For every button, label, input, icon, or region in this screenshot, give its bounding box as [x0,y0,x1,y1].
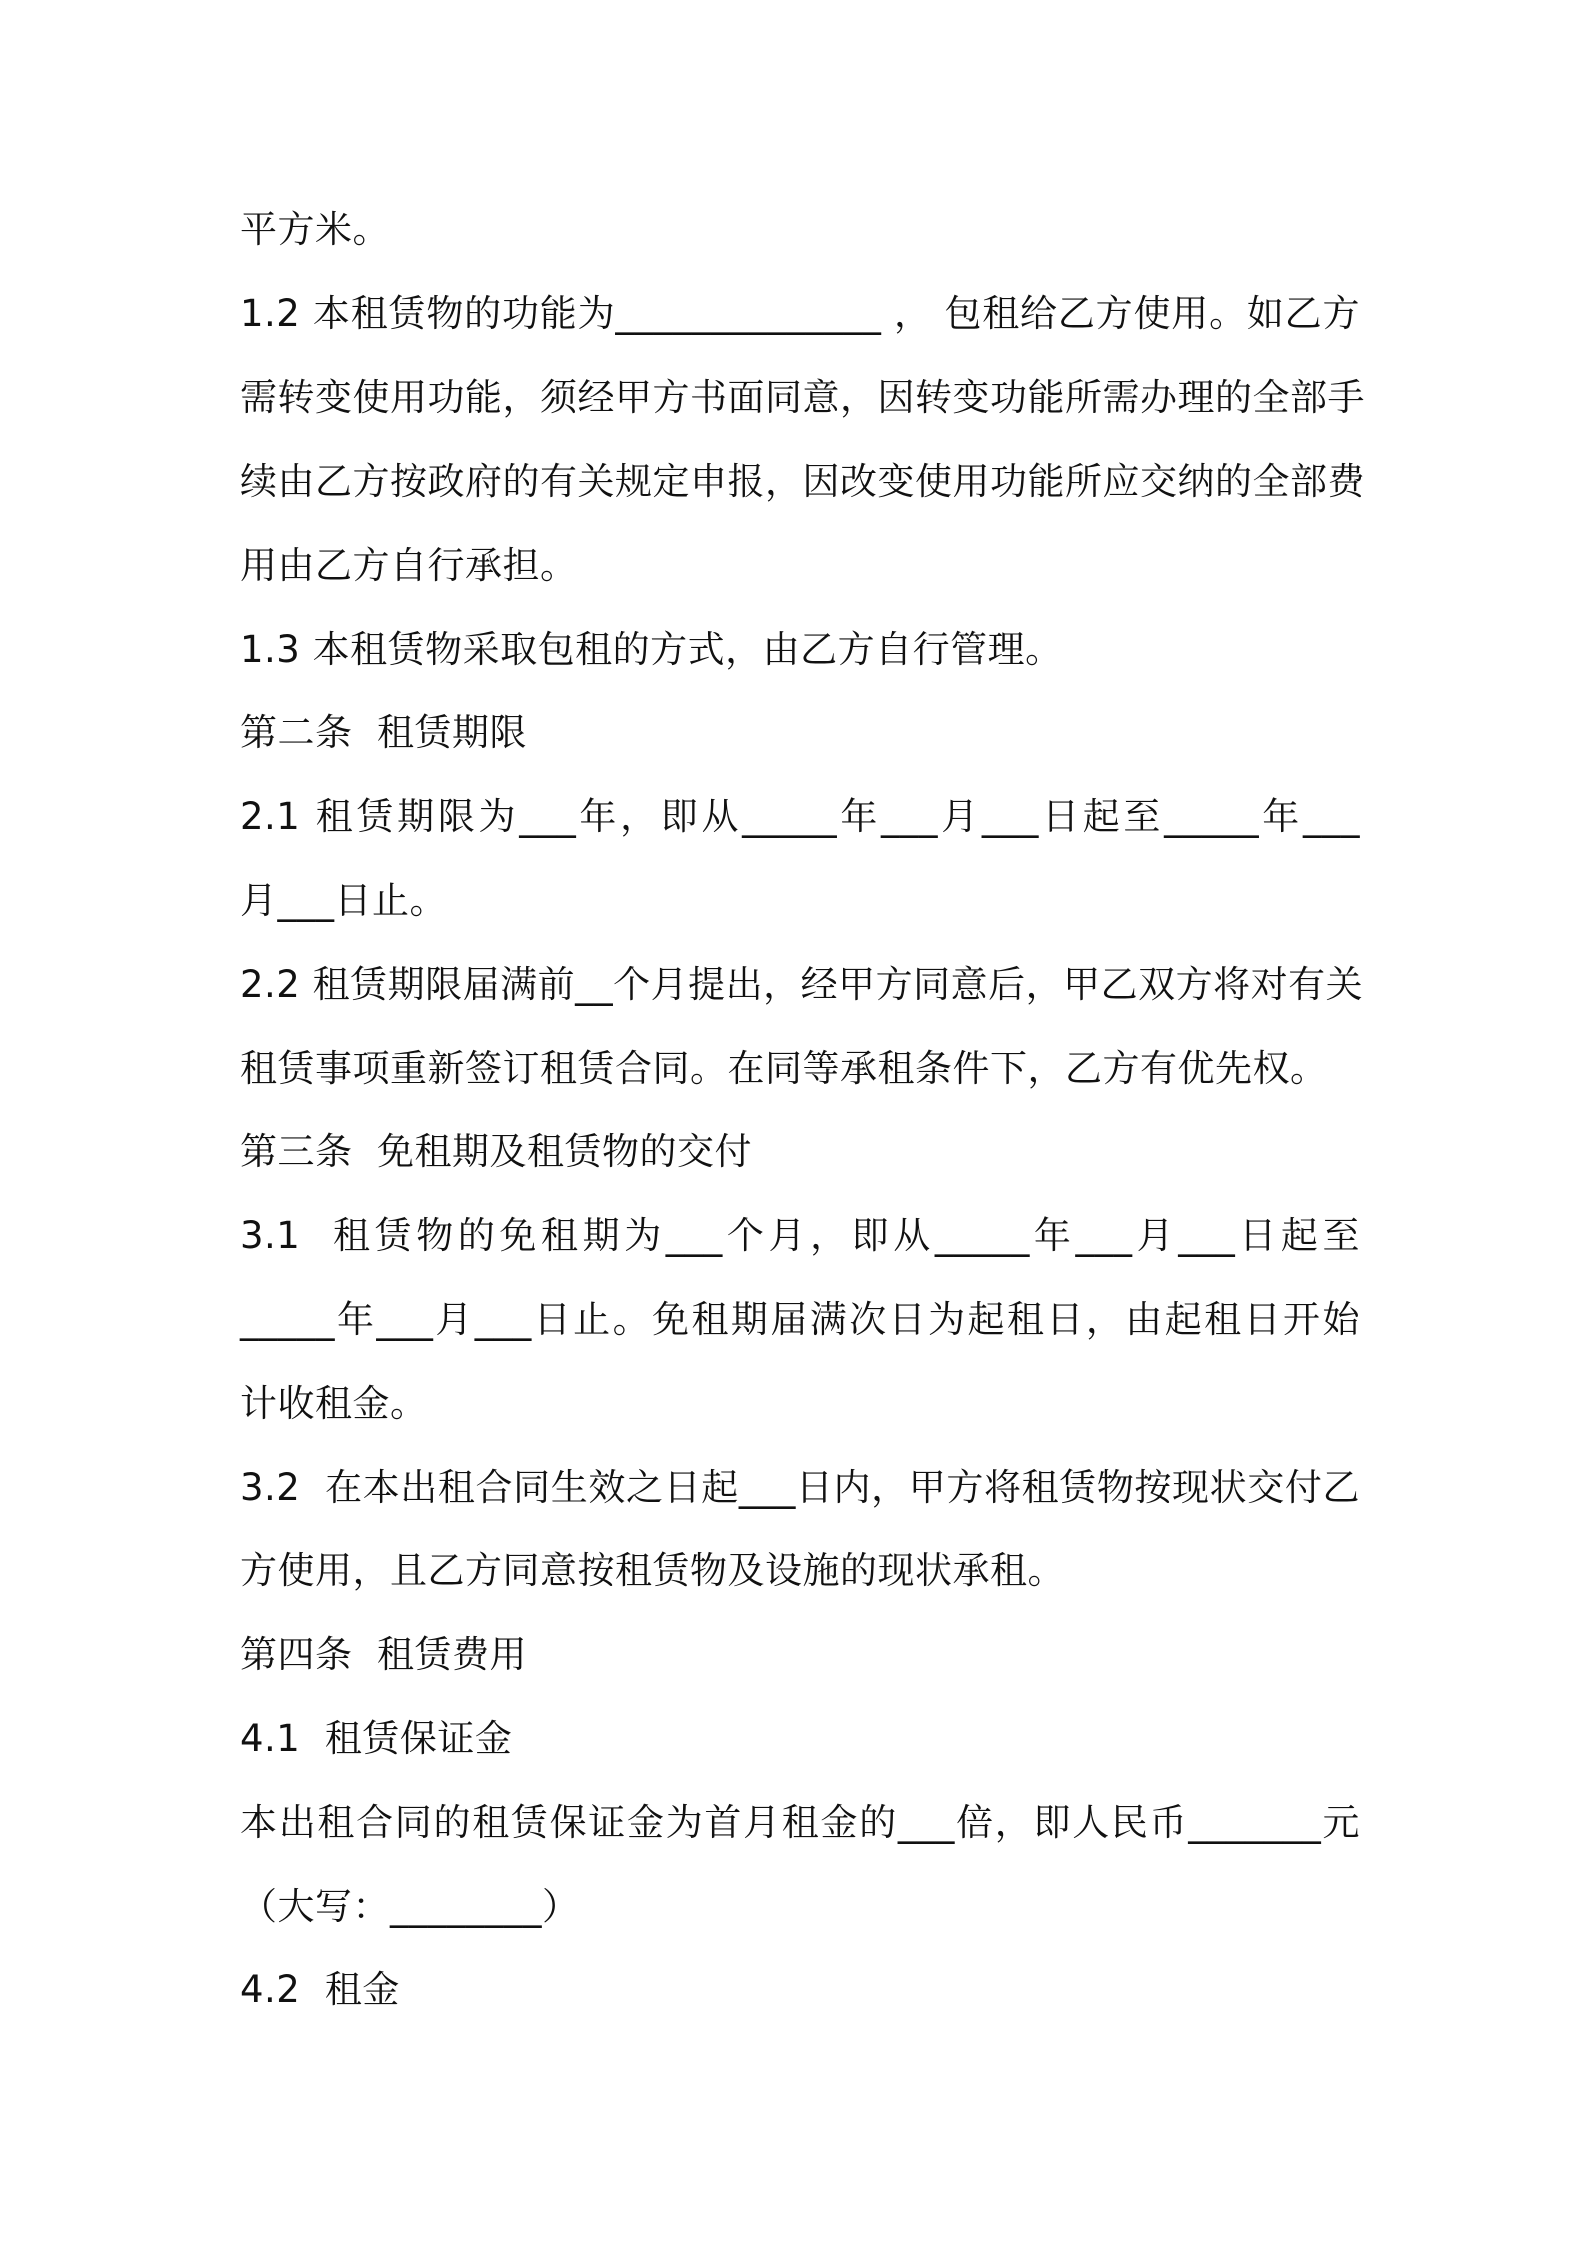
text-line: 3.1 租赁物的免租期为___个月，即从_____年___月___日起至 [240,1214,1360,1257]
text-line: 计收租金。 [240,1382,428,1425]
text-line: 1.3 本租赁物采取包租的方式，由乙方自行管理。 [240,628,1063,671]
text-line: 平方米。 [240,208,390,251]
text-line: 续由乙方按政府的有关规定申报，因改变使用功能所应交纳的全部费 [240,460,1365,503]
text-line: （大写：________） [240,1885,580,1928]
text-line: 需转变使用功能，须经甲方书面同意，因转变功能所需办理的全部手 [240,376,1365,419]
section-heading: 第二条 租赁期限 [240,711,528,754]
text-line: 本出租合同的租赁保证金为首月租金的___倍，即人民币_______元 [240,1801,1360,1844]
text-line: 1.2 本租赁物的功能为______________ ， 包租给乙方使用。如乙方 [240,292,1360,335]
text-line: 3.2 在本出租合同生效之日起___日内，甲方将租赁物按现状交付乙 [240,1466,1360,1509]
section-heading: 第三条 免租期及租赁物的交付 [240,1130,753,1173]
text-line: 方使用，且乙方同意按租赁物及设施的现状承租。 [240,1549,1065,1592]
section-heading: 第四条 租赁费用 [240,1633,528,1676]
text-line: 月___日止。 [240,879,447,922]
text-line: _____年___月___日止。免租期届满次日为起租日，由起租日开始 [240,1298,1360,1341]
subsection-heading: 4.2 租金 [240,1968,400,2011]
text-line: 2.1 租赁期限为___年，即从_____年___月___日起至_____年___ [240,795,1360,838]
subsection-heading: 4.1 租赁保证金 [240,1717,513,1760]
text-line: 租赁事项重新签订租赁合同。在同等承租条件下，乙方有优先权。 [240,1047,1328,1090]
text-line: 2.2 租赁期限届满前__个月提出，经甲方同意后，甲乙双方将对有关 [240,963,1364,1006]
text-line: 用由乙方自行承担。 [240,544,578,587]
